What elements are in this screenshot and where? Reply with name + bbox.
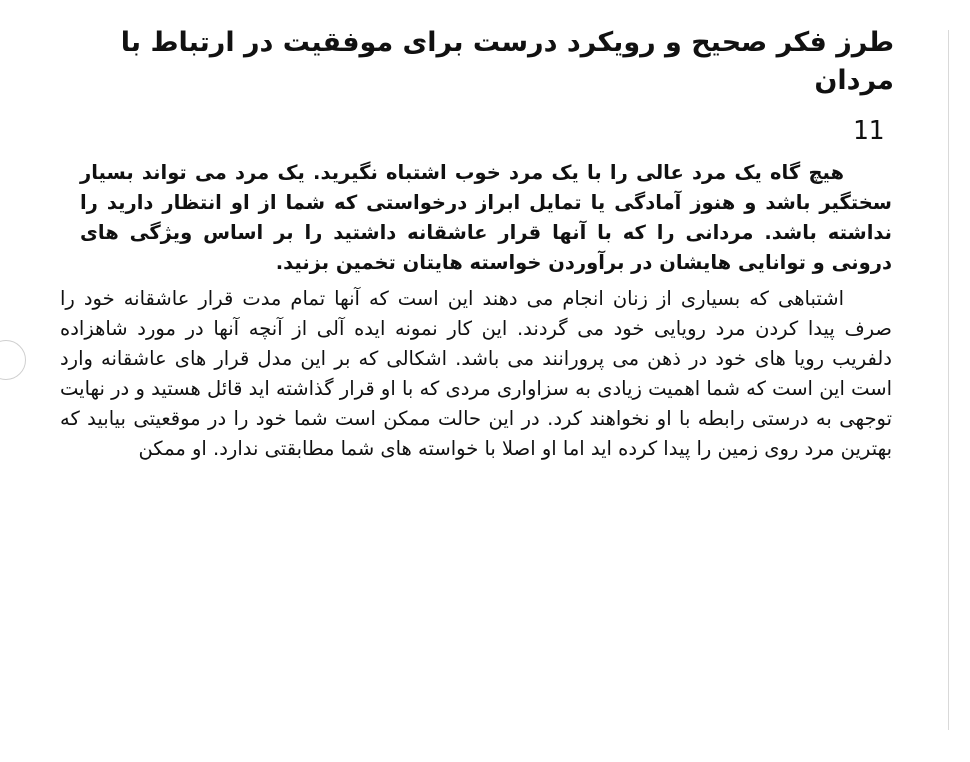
page-edge-divider <box>948 30 949 730</box>
chapter-title: طرز فکر صحیح و رویکرد درست برای موفقیت در ارتباط با مردان <box>120 27 894 96</box>
document-page <box>60 24 902 464</box>
body-paragraph: اشتباهی که بسیاری از زنان انجام می دهند این است که آنها تمام مدت قرار عاشقانه خود را صرف پیدا کردن مرد رویایی خود می گردند. این کار نمونه ایده آلی از آنچه آنها در مورد شاهزاده دلفریب رویا های خود در ذهن می پرورانند می باشد. اشکالی که بر این مدل قرار های عاشقانه وارد است این است که شما اهمیت زیادی به سزاواری مردی که با او قرار گذاشته اید قائل هستید و در نهایت توجهی به درستی رابطه با او نخواهند کرد. در این حالت ممکن است شما خود را در موقعیتی بیابید که بهترین مرد روی زمین را پیدا کرده اید اما او اصلا با خواسته های شما مطابقتی ندارد. او ممکن <box>60 287 892 460</box>
page-number: 11 <box>852 116 884 146</box>
intro-paragraph: هیچ گاه یک مرد عالی را با یک مرد خوب اشتباه نگیرید. یک مرد می تواند بسیار سختگیر باشد و هنوز آمادگی یا تمایل ابراز درخواستی که شما از او انتظار دارید را نداشته باشد. مردانی را که با آنها قرار عاشقانه داشتید را بر اساس ویژگی های درونی و توانایی هایشان در برآوردن خواسته هایتان تخمین بزنید. <box>80 161 892 274</box>
scroll-circle-icon[interactable] <box>0 340 26 380</box>
